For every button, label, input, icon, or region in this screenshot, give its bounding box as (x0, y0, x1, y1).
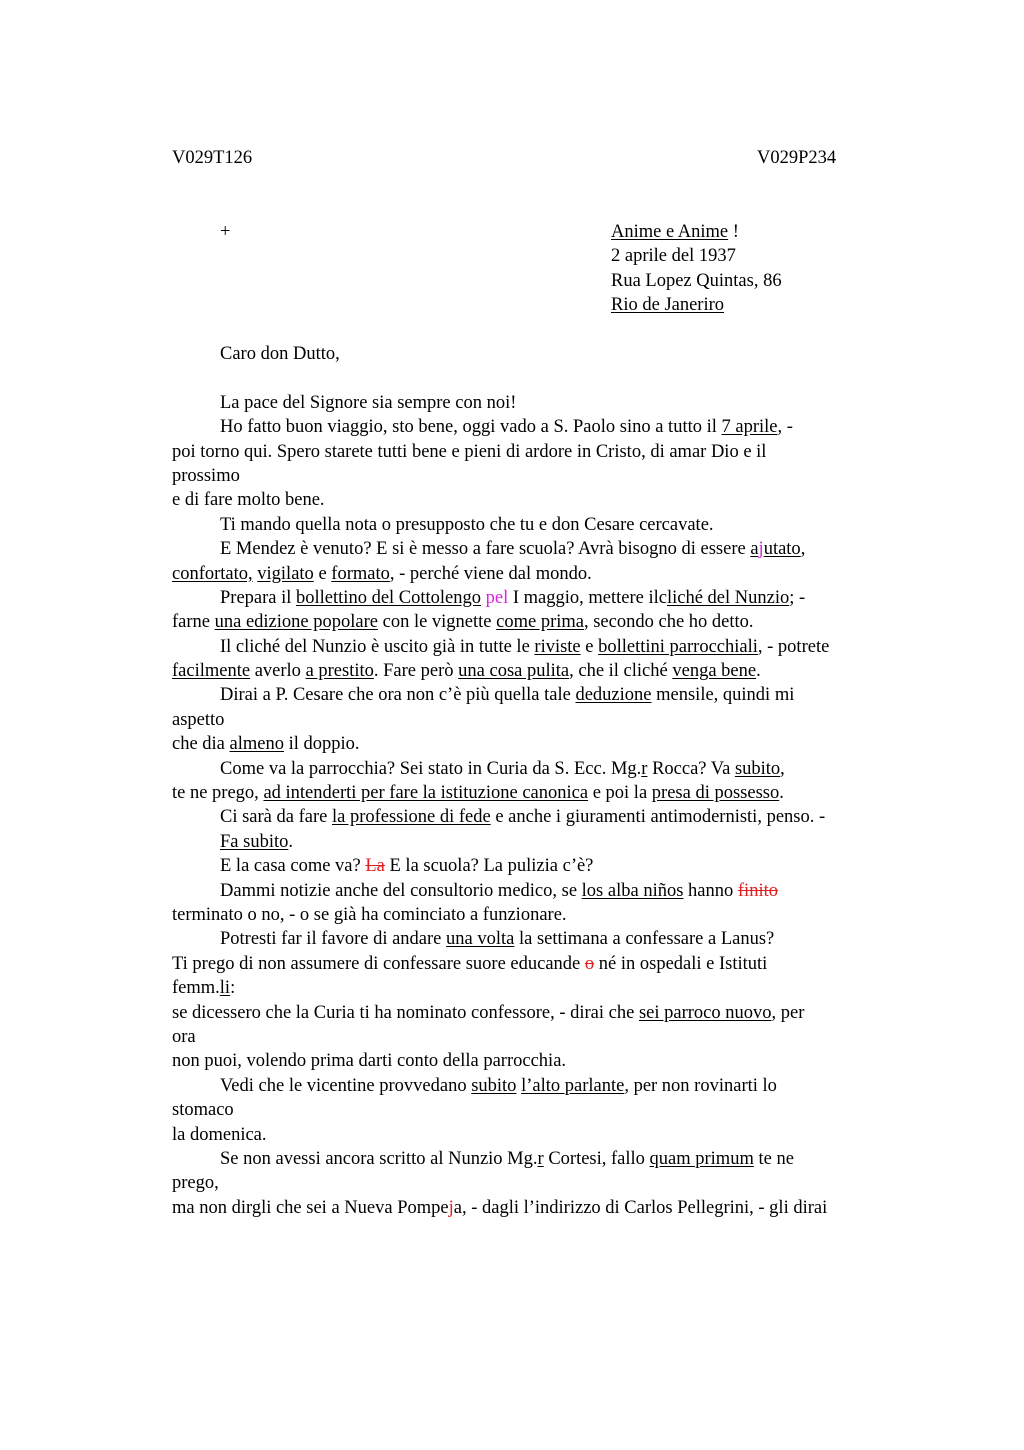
underlined-text: r (641, 758, 648, 779)
letter-line (172, 757, 912, 781)
underlined-text: l’alto parlante (521, 1075, 625, 1096)
highlighted-word: pel (485, 587, 509, 608)
letter-line: aspetto (172, 709, 225, 730)
letter-line: e di fare molto bene. (172, 490, 325, 511)
text: Ti prego di non assumere di confessare suore educande (172, 953, 585, 974)
text: Come va la parrocchia? Sei stato in Curia da S. Ecc. Mg. (220, 758, 642, 779)
text: a, - dagli l’indirizzo di Carlos Pellegrini, - gli dirai (453, 1197, 828, 1218)
address-city-line (611, 293, 782, 317)
letter-line (172, 879, 912, 903)
letter-line (172, 781, 912, 805)
letter-line (172, 562, 912, 586)
text: , - perché viene dal mondo. (389, 563, 592, 584)
text: se dicessero che la Curia ti ha nominato confessore, - dirai che (172, 1002, 639, 1023)
text: Cortesi, fallo (543, 1148, 650, 1169)
text: I maggio, mettere ilc (508, 587, 667, 608)
deleted-text: o (584, 953, 595, 974)
text: Potresti far il favore di andare (220, 929, 447, 950)
letter-line: ora (172, 1026, 196, 1047)
text: , per (771, 1002, 805, 1023)
text: e poi la (588, 783, 652, 804)
letter-line (172, 854, 912, 878)
deleted-text: finito (737, 880, 778, 901)
address-block (611, 220, 782, 318)
text: averlo (250, 661, 306, 682)
underlined-text: bollettino del Cottolengo (296, 587, 482, 608)
inserted-letter: j (758, 539, 764, 560)
letter-line: terminato o no, - o se già ha cominciato a funzionare. (172, 904, 567, 925)
letter-line (172, 415, 912, 439)
text: né in ospedali e Istituti (594, 953, 768, 974)
text: Ci sarà da fare (220, 807, 332, 828)
letter-line (172, 1196, 912, 1220)
letter-line (172, 1147, 912, 1171)
text: . (779, 783, 784, 804)
text: Rocca? Va (647, 758, 735, 779)
text: . (756, 661, 761, 682)
text: e (313, 563, 332, 584)
underlined-text: venga bene (672, 661, 757, 682)
letter-line: stomaco (172, 1100, 234, 1121)
address-motto-suffix: ! (728, 222, 739, 242)
spacer (172, 366, 912, 390)
letter-line (172, 927, 912, 951)
underlined-text: a prestito (305, 661, 374, 682)
underlined-text: una edizione popolare (214, 612, 378, 633)
text: Il cliché del Nunzio è uscito già in tutte le (220, 636, 535, 657)
underlined-text: liché del Nunzio (666, 587, 790, 608)
letter-line (172, 976, 912, 1000)
letter-line (172, 537, 912, 561)
underlined-text: r (537, 1148, 544, 1169)
text: Dammi notizie anche del consultorio medico, se (220, 880, 582, 901)
letter-line (172, 732, 912, 756)
underlined-text: los alba niños (581, 880, 684, 901)
text: , per non rovinarti lo (624, 1075, 777, 1096)
letter-line (172, 659, 912, 683)
text: la settimana a confessare a Lanus? (514, 929, 775, 950)
text: . (288, 831, 293, 852)
letter-line (172, 635, 912, 659)
text: farne (172, 612, 215, 633)
letter-line (172, 952, 912, 976)
underlined-text: Fa subito (220, 831, 289, 852)
underlined-text: li (219, 978, 231, 999)
header-right-code: V029P234 (757, 148, 837, 168)
text: , (800, 539, 806, 560)
underlined-text: come prima (496, 612, 584, 633)
text: te ne (753, 1148, 794, 1169)
text: femm. (172, 978, 220, 999)
underlined-text: bollettini parrocchiali (598, 636, 758, 657)
underlined-text: vigilato (257, 563, 314, 584)
underlined-text: ad intenderti per fare la istituzione canonica (263, 783, 589, 804)
underlined-text: una cosa pulita (458, 661, 570, 682)
text: Ho fatto buon viaggio, sto bene, oggi vado a S. Paolo sino a tutto il (220, 417, 722, 438)
letter-line: non puoi, volendo prima darti conto della parrocchia. (172, 1051, 567, 1072)
underlined-text: la professione di fede (331, 807, 491, 828)
inserted-letter: j (448, 1197, 454, 1218)
text: , secondo che ho detto. (583, 612, 754, 633)
text: , - (777, 417, 793, 438)
underlined-text: deduzione (575, 685, 652, 706)
salutation: Caro don Dutto, (220, 344, 340, 364)
underlined-text: subito (734, 758, 781, 779)
text: e (580, 636, 599, 657)
letter-line: la domenica. (172, 1124, 267, 1145)
text: . Fare però (373, 661, 459, 682)
letter-line (172, 1001, 912, 1025)
cross-symbol: + (220, 222, 231, 242)
text: Dirai a P. Cesare che ora non c’è più quella tale (220, 685, 576, 706)
letter-body (172, 342, 912, 1220)
letter-line (172, 683, 912, 707)
letter-line: Ti mando quella nota o presupposto che tu e don Cesare cercavate. (220, 514, 714, 535)
address-city: Rio de Janeriro (611, 295, 725, 316)
letter-line: prossimo (172, 465, 240, 486)
underlined-text: formato (331, 563, 390, 584)
text: E Mendez è venuto? E si è messo a fare scuola? Avrà bisogno di essere (220, 539, 751, 560)
text: Vedi che le vicentine provvedano (220, 1075, 472, 1096)
letter-line (172, 1074, 912, 1098)
text: , (780, 758, 785, 779)
text: : (230, 978, 236, 999)
letter-line: poi torno qui. Spero starete tutti bene e pieni di ardore in Cristo, di amar Dio e il (172, 441, 767, 462)
text: E la scuola? La pulizia c’è? (384, 856, 594, 877)
text: mensile, quindi mi (651, 685, 795, 706)
letter-line (172, 610, 912, 634)
text: E la casa come va? (220, 856, 366, 877)
text: che dia (172, 734, 230, 755)
text: te ne prego, (172, 783, 264, 804)
letter-line (172, 830, 912, 854)
text: Prepara il (220, 587, 297, 608)
letter-line: La pace del Signore sia sempre con noi! (220, 392, 517, 413)
text: , che il cliché (569, 661, 673, 682)
underlined-text: utato (763, 539, 801, 560)
text: con le vignette (377, 612, 497, 633)
text: , - potrete (757, 636, 830, 657)
underlined-text: a (750, 539, 759, 560)
text: il doppio. (283, 734, 360, 755)
text: Se non avessi ancora scritto al Nunzio Mg. (220, 1148, 538, 1169)
underlined-text: quam primum (649, 1148, 754, 1169)
letter-line: prego, (172, 1173, 219, 1194)
text: e anche i giuramenti antimodernisti, penso. - (490, 807, 826, 828)
underlined-text: sei parroco nuovo (638, 1002, 772, 1023)
address-motto-line (611, 220, 782, 244)
letter-line (172, 586, 912, 610)
underlined-text: una volta (446, 929, 515, 950)
underlined-text: confortato, (172, 563, 253, 584)
letter-line (172, 805, 912, 829)
header-left-code: V029T126 (172, 148, 253, 168)
underlined-text: almeno (229, 734, 284, 755)
underlined-text: subito (471, 1075, 517, 1096)
text: hanno (683, 880, 738, 901)
underlined-text: 7 aprile (721, 417, 778, 438)
text: ma non dirgli che sei a Nueva Pompe (172, 1197, 449, 1218)
text: ; - (789, 587, 806, 608)
deleted-text: La (365, 856, 385, 877)
underlined-text: presa di possesso (651, 783, 780, 804)
address-street: Rua Lopez Quintas, 86 (611, 270, 782, 291)
address-date: 2 aprile del 1937 (611, 246, 736, 267)
underlined-text: riviste (534, 636, 581, 657)
underlined-text: facilmente (172, 661, 251, 682)
address-motto: Anime e Anime (611, 222, 729, 242)
